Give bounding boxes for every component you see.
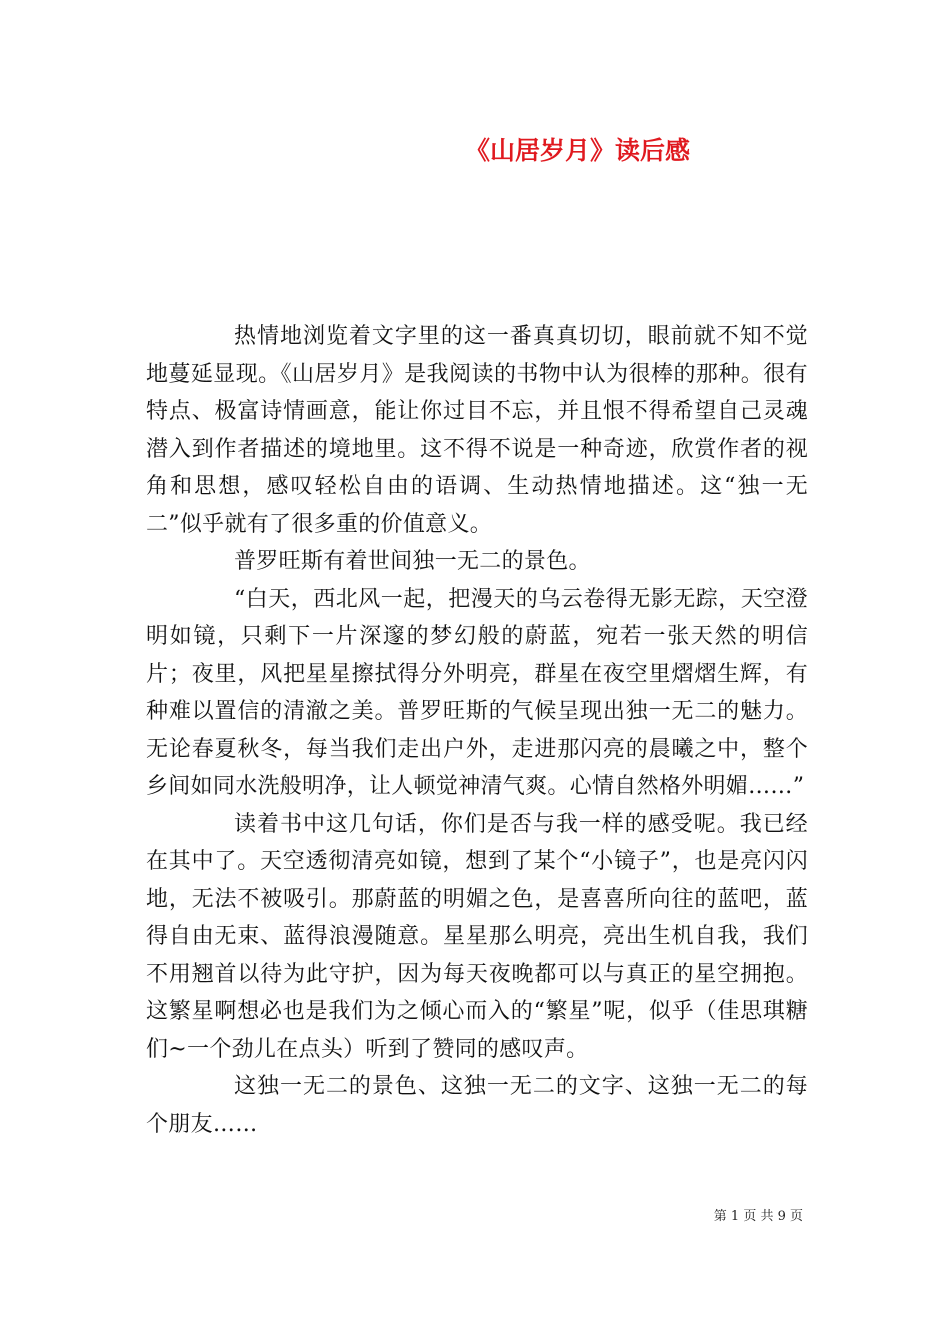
page-number-footer: 第 1 页 共 9 页 (713, 1209, 803, 1224)
paragraph: 热情地浏览着文字里的这一番真真切切，眼前就不知不觉地蔓延显现。《山居岁月》是我阅读的书物中认为很棒的那种。很有特点、极富诗情画意，能让你过目不忘，并且恨不得希望自己灵魂潜入到作者描述的境地里。这不得不说是一种奇迹，欣赏作者的视角和思想，感叹轻松自由的语调、生动热情地描述。这“独一无二”似乎就有了很多重的价值意义。 (146, 324, 808, 537)
document-title: 《山居岁月》读后感 (465, 136, 691, 165)
paragraph: “白天，西北风一起，把漫天的乌云卷得无影无踪，天空澄明如镜，只剩下一片深邃的梦幻般的蔚蓝，宛若一张天然的明信片；夜里，风把星星擦拭得分外明亮，群星在夜空里熠熠生辉，有种难以置信的清澈之美。普罗旺斯的气候呈现出独一无二的魅力。无论春夏秋冬，每当我们走出户外，走进那闪亮的晨曦之中，整个乡间如同水洗般明净，让人顿觉神清气爽。心情自然格外明媚……” (146, 586, 808, 799)
paragraph: 普罗旺斯有着世间独一无二的景色。 (234, 549, 591, 574)
paragraph: 读着书中这几句话，你们是否与我一样的感受呢。我已经在其中了。天空透彻清亮如镜，想到了某个“小镜子”，也是亮闪闪地，无法不被吸引。那蔚蓝的明媚之色，是喜喜所向往的蓝吧，蓝得自由无束、蓝得浪漫随意。星星那么明亮，亮出生机自我，我们不用翘首以待为此守护，因为每天夜晚都可以与真正的星空拥抱。这繁星啊想必也是我们为之倾心而入的“繁星”呢，似乎（佳思琪糖们~一个劲儿在点头）听到了赞同的感叹声。 (146, 811, 808, 1062)
document-body (146, 318, 808, 1143)
paragraph: 这独一无二的景色、这独一无二的文字、这独一无二的每个朋友…… (146, 1074, 808, 1137)
